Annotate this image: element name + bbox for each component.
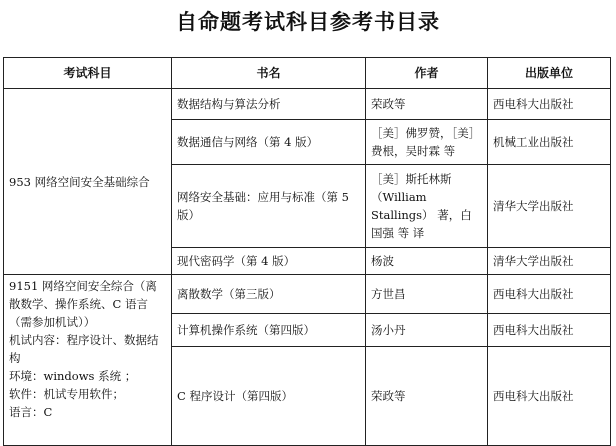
header-subject: 考试科目 [4, 58, 172, 89]
publisher-cell: 西电科大出版社 [488, 314, 611, 347]
publisher-cell: 清华大学出版社 [488, 248, 611, 275]
header-author: 作者 [366, 58, 488, 89]
author-cell: 荣政等 [366, 89, 488, 120]
book-cell: 数据通信与网络（第 4 版） [172, 120, 366, 165]
book-cell: 现代密码学（第 4 版） [172, 248, 366, 275]
author-cell: ［美］佛罗赞，［美］费根，吴时霖 等 [366, 120, 488, 165]
book-cell: 离散数学（第三版） [172, 275, 366, 314]
author-cell: 荣政等 [366, 347, 488, 446]
table-row [4, 89, 611, 120]
page-title: 自命题考试科目参考书目录 [176, 10, 440, 34]
table-row [4, 275, 611, 314]
reference-book-table [3, 57, 611, 446]
subject-9151-cell: 9151 网络空间安全综合（离散数学、操作系统、C 语言（需参加机试）） 机试内容：程序设计、数据结构 环境：windows 系统 ； 软件：机试专用软件； 语言：C [4, 275, 172, 446]
subject-953-cell: 953 网络空间安全基础综合 [4, 89, 172, 275]
publisher-cell: 西电科大出版社 [488, 275, 611, 314]
header-book: 书名 [172, 58, 366, 89]
publisher-cell: 西电科大出版社 [488, 347, 611, 446]
book-cell: 网络安全基础：应用与标准（第 5 版） [172, 165, 366, 248]
publisher-cell: 机械工业出版社 [488, 120, 611, 165]
header-publisher: 出版单位 [488, 58, 611, 89]
author-cell: ［美］斯托林斯 （William Stallings） 著，白国强 等 译 [366, 165, 488, 248]
author-cell: 汤小丹 [366, 314, 488, 347]
table-header-row [4, 58, 611, 89]
publisher-cell: 清华大学出版社 [488, 165, 611, 248]
publisher-cell: 西电科大出版社 [488, 89, 611, 120]
author-cell: 杨波 [366, 248, 488, 275]
author-cell: 方世昌 [366, 275, 488, 314]
book-cell: C 程序设计（第四版） [172, 347, 366, 446]
book-cell: 计算机操作系统（第四版） [172, 314, 366, 347]
book-cell: 数据结构与算法分析 [172, 89, 366, 120]
